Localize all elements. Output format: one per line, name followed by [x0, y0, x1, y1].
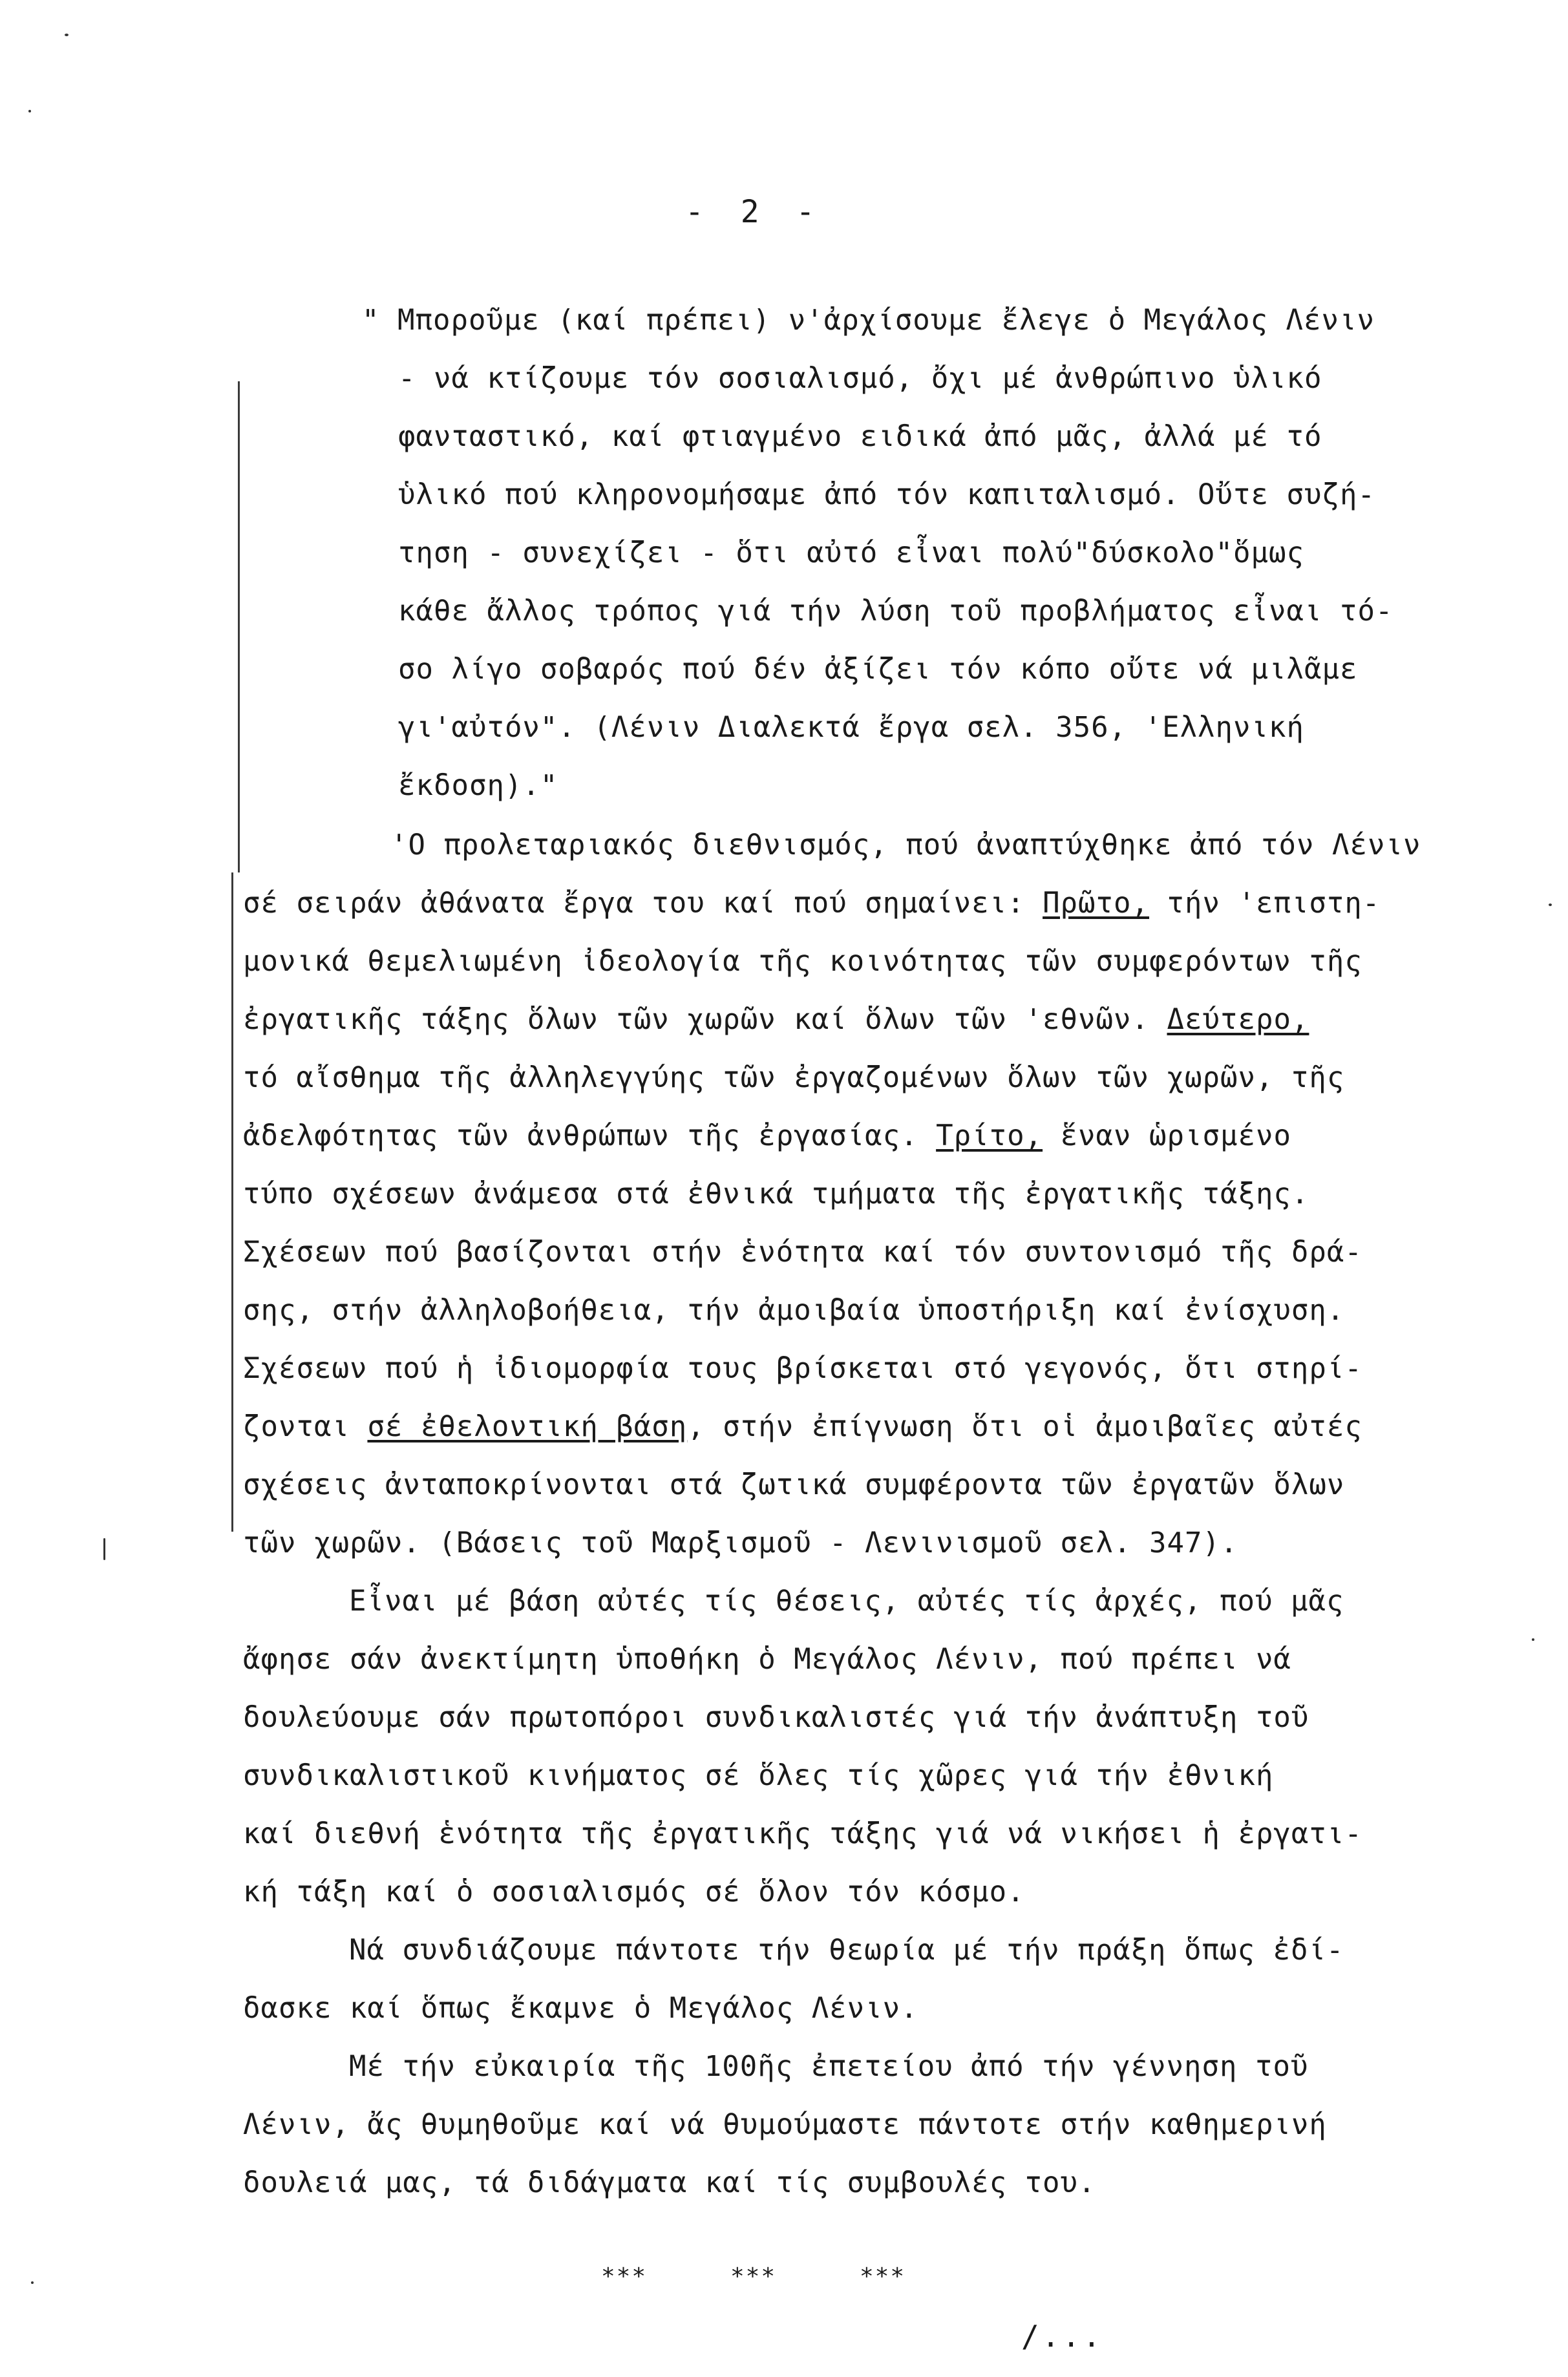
text-line: ἄφησε σάν ἀνεκτίμητη ὑποθήκη ὁ Μεγάλος Λένιν, πού πρέπει νά: [243, 1643, 1291, 1676]
underlined-voluntary: σέ ἐθελοντική βάση: [367, 1410, 688, 1443]
margin-rule-lower: [231, 872, 233, 1532]
scan-speck: [103, 1538, 105, 1560]
text-line: κάθε ἄλλος τρόπος γιά τήν λύση τοῦ προβλήματος εἶναι τό-: [398, 595, 1393, 628]
text-line: κή τάξη καί ὁ σοσιαλισμός σέ ὅλον τόν κόσμο.: [243, 1875, 1025, 1908]
underlined-third: Τρίτο,: [936, 1119, 1043, 1152]
text-line: " Μποροῦμε (καί πρέπει) ν'ἀρχίσουμε ἔλεγε ὁ Μεγάλος Λένιν: [362, 304, 1375, 337]
margin-rule-upper: [238, 381, 240, 872]
text-line: σέ σειράν ἀθάνατα ἔργα του καί πού σημαίνει: Πρῶτο, τήν 'επιστη-: [243, 887, 1381, 920]
scan-speck: [1532, 1638, 1534, 1641]
text-line: συνδικαλιστικοῦ κινήματος σέ ὅλες τίς χῶρες γιά τήν ἐθνική: [243, 1759, 1274, 1792]
underlined-second: Δεύτερο,: [1167, 1003, 1309, 1036]
text-line: Εἶναι μέ βάση αὐτές τίς θέσεις, αὐτές τίς ἀρχές, πού μᾶς: [349, 1585, 1344, 1618]
text-line: ὑλικό πού κληρονομήσαμε ἀπό τόν καπιταλισμό. Οὔτε συζή-: [398, 478, 1375, 511]
text-line: τηση - συνεχίζει - ὅτι αὐτό εἶναι πολύ"δύσκολο"ὅμως: [398, 536, 1305, 569]
text-line: Μέ τήν εὐκαιρία τῆς 100ῆς ἐπετείου ἀπό τήν γέννηση τοῦ: [349, 2050, 1309, 2083]
text-line: τῶν χωρῶν. (Βάσεις τοῦ Μαρξισμοῦ - Λενινισμοῦ σελ. 347).: [243, 1527, 1238, 1559]
text-line: δουλεύουμε σάν πρωτοπόροι συνδικαλιστές γιά τήν ἀνάπτυξη τοῦ: [243, 1701, 1309, 1734]
text-line: καί διεθνή ἑνότητα τῆς ἐργατικῆς τάξης γιά νά νικήσει ἡ ἐργατι-: [243, 1817, 1362, 1850]
text-line: μονικά θεμελιωμένη ἰδεολογία τῆς κοινότητας τῶν συμφερόντων τῆς: [243, 945, 1362, 978]
text-line: ζονται σέ ἐθελοντική βάση, στήν ἐπίγνωση ὅτι οἱ ἀμοιβαῖες αὐτές: [243, 1410, 1362, 1443]
text-line: σο λίγο σοβαρός πού δέν ἀξίζει τόν κόπο οὔτε νά μιλᾶμε: [398, 653, 1358, 686]
text-line: δασκε καί ὅπως ἔκαμνε ὁ Μεγάλος Λένιν.: [243, 1992, 918, 2025]
text-line: Σχέσεων πού βασίζονται στήν ἑνότητα καί τόν συντονισμό τῆς δρά-: [243, 1236, 1362, 1269]
text-line: - νά κτίζουμε τόν σοσιαλισμό, ὄχι μέ ἀνθρώπινο ὑλικό: [398, 362, 1322, 395]
separator-stars-2: ***: [730, 2263, 777, 2290]
text-line: τό αἴσθημα τῆς ἀλληλεγγύης τῶν ἐργαζομένων ὅλων τῶν χωρῶν, τῆς: [243, 1061, 1345, 1094]
text-line: Σχέσεων πού ἡ ἰδιομορφία τους βρίσκεται στό γεγονός, ὅτι στηρί-: [243, 1352, 1362, 1385]
text-line: σχέσεις ἀνταποκρίνονται στά ζωτικά συμφέροντα τῶν ἐργατῶν ὅλων: [243, 1468, 1345, 1501]
text-line: σης, στήν ἀλληλοβοήθεια, τήν ἀμοιβαία ὑποστήριξη καί ἐνίσχυση.: [243, 1294, 1345, 1327]
page-number: - 2 -: [685, 194, 824, 230]
text-line: Λένιν, ἄς θυμηθοῦμε καί νά θυμούμαστε πάντοτε στήν καθημερινή: [243, 2108, 1327, 2141]
continuation-mark: /...: [1021, 2319, 1103, 2354]
text-line: 'Ο προλεταριακός διεθνισμός, πού ἀναπτύχθηκε ἀπό τόν Λένιν: [390, 829, 1421, 861]
text-line: δουλειά μας, τά διδάγματα καί τίς συμβουλές του.: [243, 2166, 1096, 2199]
text-line: ἔκδοση).": [398, 769, 558, 802]
text-line: φανταστικό, καί φτιαγμένο ειδικά ἀπό μᾶς, ἀλλά μέ τό: [398, 420, 1322, 453]
text-line: Νά συνδιάζουμε πάντοτε τήν θεωρία μέ τήν πράξη ὅπως ἐδί-: [349, 1934, 1344, 1967]
text-line: ἐργατικῆς τάξης ὅλων τῶν χωρῶν καί ὅλων τῶν 'εθνῶν. Δεύτερο,: [243, 1003, 1309, 1036]
separator-stars-1: ***: [601, 2263, 648, 2290]
scan-speck: [28, 110, 31, 112]
text-line: γι'αὐτόν". (Λένιν Διαλεκτά ἔργα σελ. 356, 'Ελληνική: [398, 711, 1305, 744]
text-line: τύπο σχέσεων ἀνάμεσα στά ἐθνικά τμήματα τῆς ἐργατικῆς τάξης.: [243, 1178, 1309, 1210]
separator-stars-3: ***: [860, 2263, 906, 2290]
scan-speck: [31, 2281, 34, 2284]
text-line: ἀδελφότητας τῶν ἀνθρώπων τῆς ἐργασίας. Τρίτο, ἕναν ὡρισμένο: [243, 1119, 1291, 1152]
underlined-first: Πρῶτο,: [1043, 887, 1150, 920]
scan-speck: [1549, 903, 1552, 906]
scan-speck: [65, 34, 69, 36]
